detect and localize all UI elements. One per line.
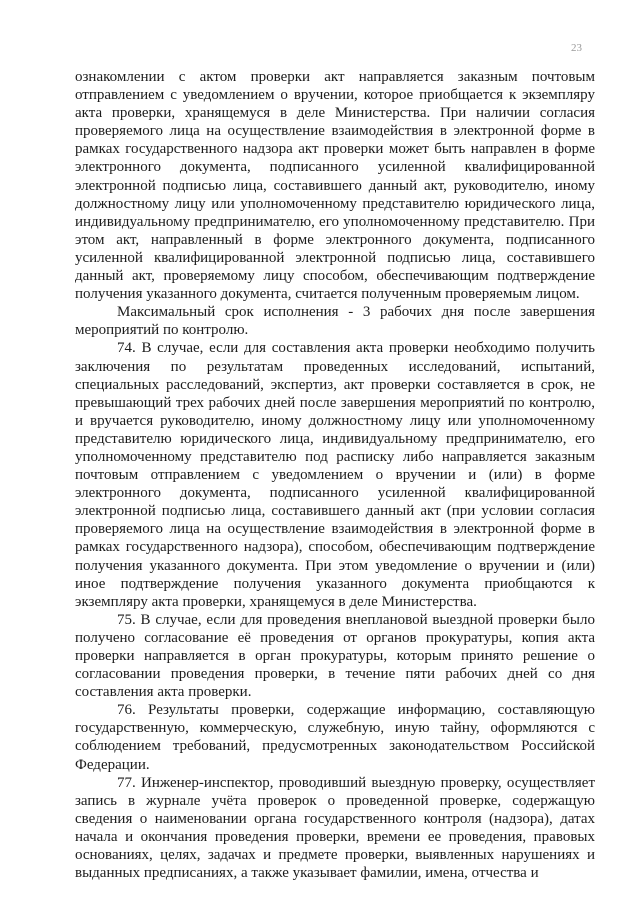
paragraph-continuation: ознакомлении с актом проверки акт направляется заказным почтовым отправлением с уведомлением о вручении, которое приобщается к экземпляру акта проверки, хранящемуся в деле Министерства. При наличии согласия проверяемого лица на осуществление взаимодействия в электронной форме в рамках государственного надзора акт проверки может быть направлен в форме электронного документа, подписанного усиленной квалифицированной электронной подписью лица, составившего данный акт, руководителю, иному должностному лицу или уполномоченному представителю юридического лица, индивидуальному предпринимателю, его уполномоченному представителю. При этом акт, направленный в форме электронного документа, подписанного усиленной квалифицированной электронной подписью лица, составившего данный акт, проверяемому лицу способом, обеспечивающим подтверждение получения указанного документа, считается полученным проверяемым лицом. [75,69,595,303]
paragraph-74: 74. В случае, если для составления акта проверки необходимо получить заключения по результатам проведенных исследований, испытаний, специальных расследований, экспертиз, акт проверки составляется в срок, не превышающий трех рабочих дней после завершения мероприятий по контролю, и вручается руководителю, иному должностному лицу или уполномоченному представителю юридического лица, индивидуальному предпринимателю, его уполномоченному представителю под расписку либо направляется заказным почтовым отправлением с уведомлением о вручении и (или) в форме электронного документа, подписанного усиленной квалифицированной электронной подписью лица, составившего данный акт (при условии согласия проверяемого лица на осуществление взаимодействия в электронной форме в рамках государственного надзора), способом, обеспечивающим подтверждение получения указанного документа. При этом уведомление о вручении и (или) иное подтверждение получения указанного документа приобщаются к экземпляру акта проверки, хранящемуся в деле Министерства. [75,340,595,610]
document-body [75,68,595,882]
paragraph-77: 77. Инженер-инспектор, проводивший выездную проверку, осуществляет запись в журнале учёта проверок о проведенной проверке, содержащую сведения о наименовании органа государственного контроля (надзора), датах начала и окончания проведения проверки, времени ее проведения, правовых основаниях, целях, задачах и предмете проверки, выявленных нарушениях и выданных предписаниях, а также указывает фамилии, имена, отчества и [75,774,595,882]
paragraph-75: 75. В случае, если для проведения внеплановой выездной проверки было получено согласование её проведения от органов прокуратуры, копия акта проверки направляется в орган прокуратуры, которым принято решение о согласовании проведения проверки, в течение пяти рабочих дней со дня составления акта проверки. [75,611,595,701]
paragraph-deadline: Максимальный срок исполнения - 3 рабочих дня после завершения мероприятий по контролю. [75,304,595,339]
page-number: 23 [571,42,582,54]
paragraph-76: 76. Результаты проверки, содержащие информацию, составляющую государственную, коммерческую, служебную, иную тайну, оформляются с соблюдением требований, предусмотренных законодательством Российской Федерации. [75,702,595,773]
